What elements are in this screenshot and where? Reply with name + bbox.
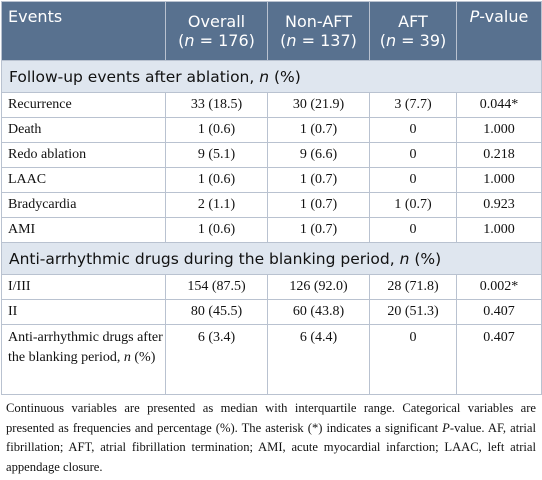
cell-overall: 80 (45.5) bbox=[166, 300, 268, 325]
cell-overall: 1 (0.6) bbox=[166, 118, 268, 143]
cell-event: Death bbox=[2, 118, 166, 143]
cell-event: Bradycardia bbox=[2, 193, 166, 218]
cell-event: Redo ablation bbox=[2, 143, 166, 168]
table-container bbox=[1, 1, 541, 395]
cell-event: II bbox=[2, 300, 166, 325]
cell-non-aft: 1 (0.7) bbox=[268, 118, 370, 143]
section-header-antiarrhythmic bbox=[2, 243, 542, 275]
header-overall-n: (n = 176) bbox=[178, 31, 255, 50]
cell-overall: 9 (5.1) bbox=[166, 143, 268, 168]
cell-overall: 33 (18.5) bbox=[166, 93, 268, 118]
header-p-value: P-value bbox=[457, 2, 542, 61]
results-table bbox=[1, 1, 542, 395]
cell-aft: 20 (51.3) bbox=[370, 300, 457, 325]
cell-non-aft: 60 (43.8) bbox=[268, 300, 370, 325]
cell-overall: 1 (0.6) bbox=[166, 218, 268, 243]
cell-p-value: 0.407 bbox=[457, 300, 542, 325]
cell-non-aft: 1 (0.7) bbox=[268, 193, 370, 218]
cell-p-value: 0.923 bbox=[457, 193, 542, 218]
section-title-antiarrhythmic: Anti-arrhythmic drugs during the blanking period, n (%) bbox=[2, 243, 542, 275]
table-footnote: Continuous variables are presented as median with interquartile range. Categorical variables are presented as frequencies and percentage (%). The asterisk (*) indicates a significant P-value. AF, atrial fibrillation; AFT, atrial fibrillation termination; AMI, acute myocardial infarction; LAAC, left atrial appendage closure. bbox=[6, 401, 537, 474]
cell-event: LAAC bbox=[2, 168, 166, 193]
cell-event: AMI bbox=[2, 218, 166, 243]
cell-p-value: 0.002* bbox=[457, 275, 542, 300]
cell-event: Recurrence bbox=[2, 93, 166, 118]
cell-non-aft: 1 (0.7) bbox=[268, 218, 370, 243]
cell-p-value: 0.407 bbox=[457, 325, 542, 395]
cell-aft: 0 bbox=[370, 143, 457, 168]
header-non-aft-n: (n = 137) bbox=[280, 31, 357, 50]
cell-p-value: 1.000 bbox=[457, 218, 542, 243]
cell-event: I/III bbox=[2, 275, 166, 300]
section-title-follow-up: Follow-up events after ablation, n (%) bbox=[2, 61, 542, 93]
cell-non-aft: 30 (21.9) bbox=[268, 93, 370, 118]
table-row bbox=[2, 218, 542, 243]
header-events: Events bbox=[2, 2, 166, 61]
cell-non-aft: 1 (0.7) bbox=[268, 168, 370, 193]
header-overall-label: Overall bbox=[187, 12, 246, 31]
cell-event: Anti-arrhythmic drugs after the blanking period, n (%) bbox=[2, 325, 166, 395]
table-row bbox=[2, 300, 542, 325]
cell-aft: 3 (7.7) bbox=[370, 93, 457, 118]
cell-p-value: 0.044* bbox=[457, 93, 542, 118]
cell-aft: 0 bbox=[370, 218, 457, 243]
header-non-aft-label: Non-AFT bbox=[285, 12, 352, 31]
cell-non-aft: 126 (92.0) bbox=[268, 275, 370, 300]
table-row bbox=[2, 193, 542, 218]
cell-aft: 0 bbox=[370, 325, 457, 395]
cell-p-value: 0.218 bbox=[457, 143, 542, 168]
section-header-follow-up bbox=[2, 61, 542, 93]
header-aft bbox=[370, 2, 457, 61]
table-row bbox=[2, 118, 542, 143]
cell-non-aft: 6 (4.4) bbox=[268, 325, 370, 395]
cell-aft: 28 (71.8) bbox=[370, 275, 457, 300]
cell-aft: 0 bbox=[370, 168, 457, 193]
cell-non-aft: 9 (6.6) bbox=[268, 143, 370, 168]
table-row bbox=[2, 93, 542, 118]
header-aft-n: (n = 39) bbox=[379, 31, 447, 50]
cell-p-value: 1.000 bbox=[457, 118, 542, 143]
cell-p-value: 1.000 bbox=[457, 168, 542, 193]
cell-overall: 154 (87.5) bbox=[166, 275, 268, 300]
header-non-aft bbox=[268, 2, 370, 61]
header-row bbox=[2, 2, 542, 61]
cell-overall: 1 (0.6) bbox=[166, 168, 268, 193]
header-aft-label: AFT bbox=[398, 12, 428, 31]
header-overall bbox=[166, 2, 268, 61]
cell-overall: 2 (1.1) bbox=[166, 193, 268, 218]
table-row bbox=[2, 143, 542, 168]
table-row bbox=[2, 325, 542, 395]
table-row bbox=[2, 275, 542, 300]
table-row bbox=[2, 168, 542, 193]
cell-aft: 1 (0.7) bbox=[370, 193, 457, 218]
cell-overall: 6 (3.4) bbox=[166, 325, 268, 395]
cell-aft: 0 bbox=[370, 118, 457, 143]
